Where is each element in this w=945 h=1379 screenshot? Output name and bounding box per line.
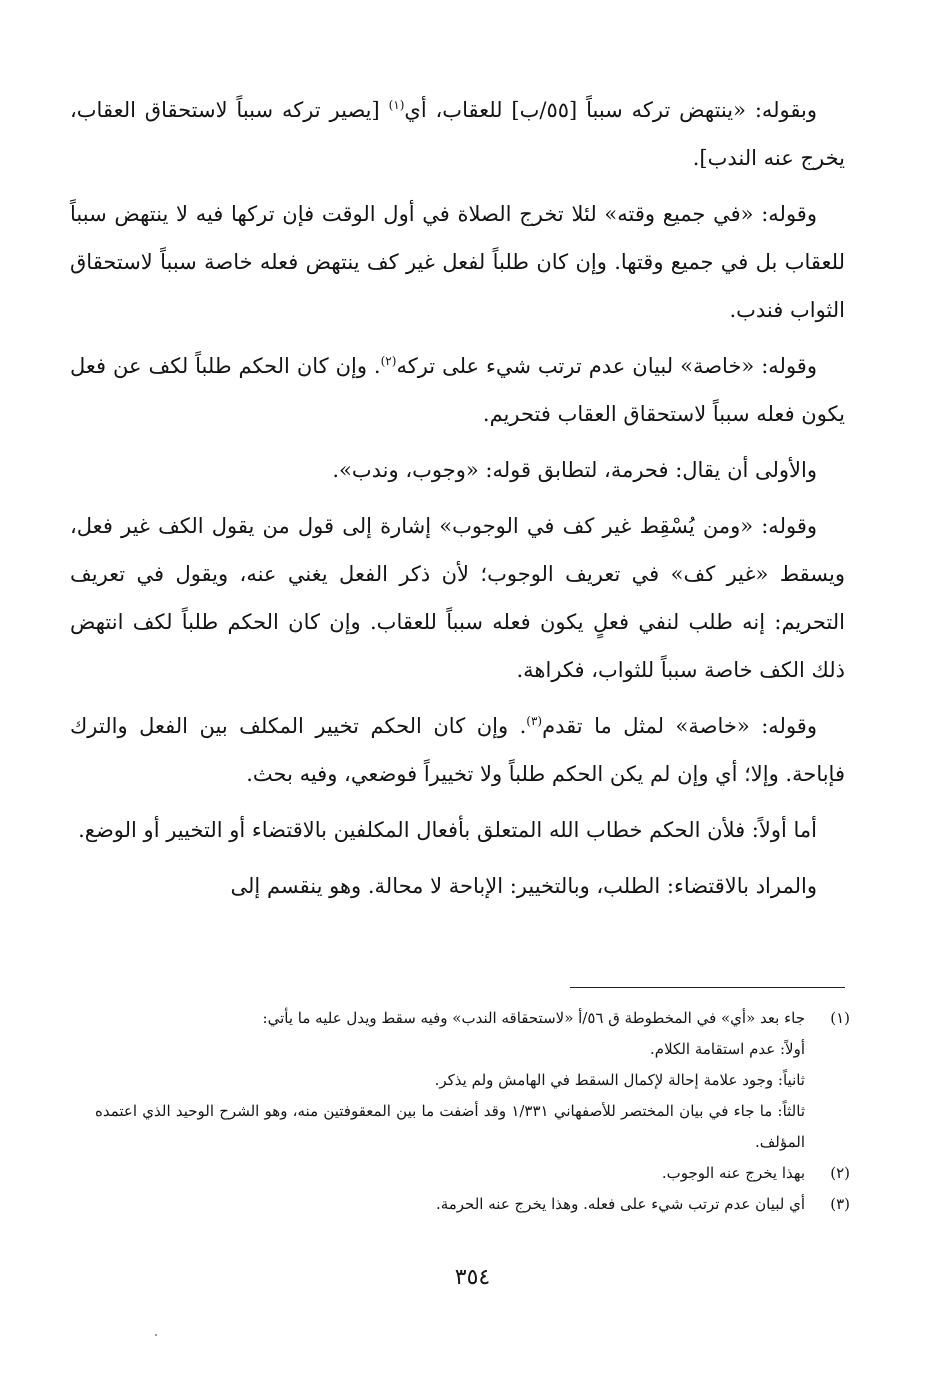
footnote-1-point-1: أولاً: عدم استقامة الكلام.: [650, 1040, 805, 1058]
footnote-3: [95, 1189, 850, 1220]
paragraph-7: [70, 806, 845, 854]
paragraph-text: أما أولاً: فلأن الحكم خطاب الله المتعلق بأفعال المكلفين بالاقتضاء أو التخيير أو الوضع.: [78, 818, 817, 842]
paragraph-text: . وإن كان الحكم تخيير المكلف بين الفعل والترك فإباحة. وإلا؛ أي وإن لم يكن الحكم طلباً ولا تخييراً فوضعي، وفيه بحث.: [70, 714, 845, 786]
footnote-number: (١): [830, 1009, 850, 1027]
paragraph-8: [70, 862, 845, 910]
footnote-text: بهذا يخرج عنه الوجوب.: [661, 1164, 805, 1182]
footnote-separator: [570, 987, 845, 988]
paragraph-3: [70, 342, 845, 438]
paragraph-4: [70, 446, 845, 494]
footnote-1-point-3: ثالثاً: ما جاء في بيان المختصر للأصفهاني ١/٣٣١ وقد أضفت ما بين المعقوفتين منه، وهو الشرح الوحيد الذي اعتمده المؤلف.: [95, 1102, 805, 1151]
footnote-2: [95, 1158, 850, 1189]
paragraph-text: والأولى أن يقال: فحرمة، لتطابق قوله: «وجوب، وندب».: [332, 458, 817, 482]
paragraph-text: . وإن كان الحكم طلباً لكف عن فعل يكون فعله سبباً لاستحقاق العقاب فتحريم.: [70, 354, 845, 426]
footnote-text: جاء بعد «أي» في المخطوطة ق ٥٦/أ «لاستحقاقه الندب» وفيه سقط ويدل عليه ما يأتي:: [262, 1009, 805, 1027]
paragraph-text: وقوله: «ومن يُسْقِط غير كف في الوجوب» إشارة إلى قول من يقول الكف غير فعل، ويسقط «غير كف» في تعريف الوجوب؛ لأن ذكر الفعل يغني عنه، ويقول في تعريف التحريم: إنه طلب لنفي فعلٍ يكون فعله سبباً للعقاب. وإن كان الحكم طلباً لكف انتهض ذلك الكف خاصة سبباً للثواب، فكراهة.: [70, 514, 845, 682]
paragraph-text: وبقوله: «ينتهض تركه سبباً [٥٥/ب] للعقاب، أي: [404, 98, 818, 122]
page-number: ٣٥٤: [454, 1265, 491, 1290]
footnote-number: (٢): [830, 1164, 850, 1182]
footnote-ref-1: (١): [388, 98, 405, 112]
footnotes: [95, 1003, 850, 1220]
footnote-1: [95, 1003, 850, 1034]
paragraph-text: والمراد بالاقتضاء: الطلب، وبالتخيير: الإباحة لا محالة. وهو ينقسم إلى: [230, 874, 817, 898]
scan-speck: [155, 1334, 157, 1336]
paragraph-1: [70, 86, 845, 182]
paragraph-6: [70, 702, 845, 798]
footnote-number: (٣): [830, 1195, 850, 1213]
paragraph-text: وقوله: «في جميع وقته» لئلا تخرج الصلاة في أول الوقت فإن تركها فيه لا ينتهض سبباً للعقاب بل في جميع وقتها. وإن كان طلباً لفعل غير كف ينتهض فعله خاصة سبباً لاستحقاق الثواب فندب.: [70, 202, 845, 322]
paragraph-text: وقوله: «خاصة» لبيان عدم ترتب شيء على تركه: [396, 354, 817, 378]
footnote-ref-3: (٣): [526, 714, 543, 728]
footnote-ref-2: (٢): [380, 354, 397, 368]
footnote-1-point-2: ثانياً: وجود علامة إحالة لإكمال السقط في الهامش ولم يذكر.: [434, 1071, 805, 1089]
main-text-body: [70, 86, 845, 918]
paragraph-2: [70, 190, 845, 334]
paragraph-5: [70, 502, 845, 694]
paragraph-text: [يصير تركه سبباً لاستحقاق العقاب، يخرج عنه الندب].: [70, 98, 845, 170]
footnote-text: أي لبيان عدم ترتب شيء على فعله. وهذا يخرج عنه الحرمة.: [435, 1195, 805, 1213]
paragraph-text: وقوله: «خاصة» لمثل ما تقدم: [542, 714, 817, 738]
